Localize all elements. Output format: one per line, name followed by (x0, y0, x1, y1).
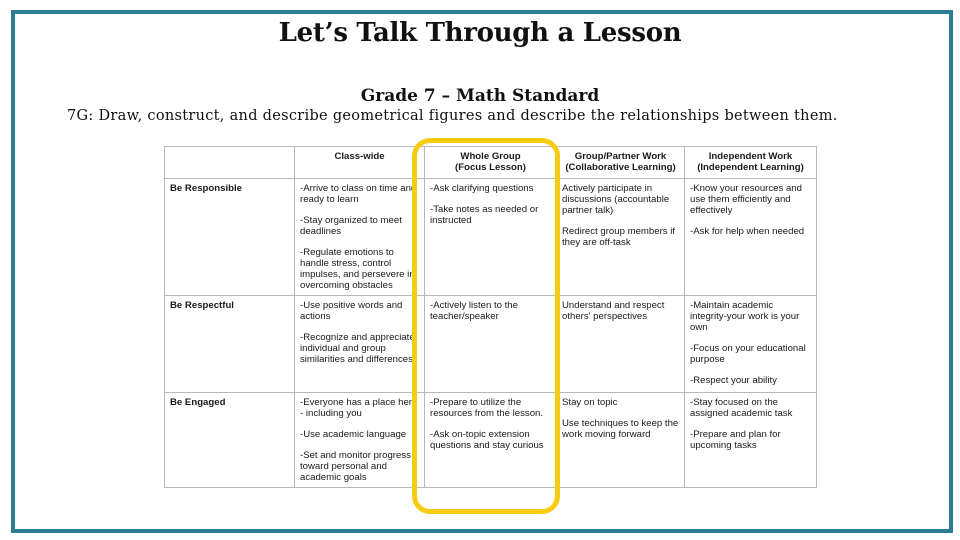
table-header-row (165, 147, 817, 179)
cell-item: -Respect your ability (690, 375, 777, 386)
cell-item: Understand and respect others' perspectives (562, 300, 665, 322)
item-gap (300, 322, 419, 332)
cell-item: Redirect group members if they are off-task (562, 226, 676, 248)
item-gap (562, 216, 679, 226)
expectations-table (164, 146, 817, 488)
cell-item: Stay on topic (562, 397, 618, 408)
table-cell (685, 179, 817, 296)
row-label: Be Respectful (165, 296, 295, 393)
table-cell (295, 393, 425, 488)
cell-item: -Know your resources and use them efficiently and effectively (690, 183, 802, 216)
table-cell (425, 393, 557, 488)
row-label: Be Responsible (165, 179, 295, 296)
table-cell (685, 393, 817, 488)
table-row (165, 296, 817, 393)
cell-item: -Prepare and plan for upcoming tasks (690, 429, 781, 451)
cell-item: -Focus on your educational purpose (690, 343, 806, 365)
row-label: Be Engaged (165, 393, 295, 488)
item-gap (430, 419, 551, 429)
cell-item: -Take notes as needed or instructed (430, 204, 539, 226)
cell-item: -Ask clarifying questions (430, 183, 534, 194)
item-gap (690, 365, 811, 375)
cell-item: Actively participate in discussions (accountable partner talk) (562, 183, 670, 216)
item-gap (300, 205, 419, 215)
item-gap (690, 216, 811, 226)
table-row (165, 393, 817, 488)
table-cell (425, 179, 557, 296)
header-cell-class-wide (295, 147, 425, 179)
cell-item: -Stay organized to meet deadlines (300, 215, 402, 237)
header-text: (Independent Learning) (697, 162, 804, 173)
header-text: Whole Group (460, 151, 521, 162)
table-cell (295, 179, 425, 296)
expectations-table-container (164, 146, 816, 496)
cell-item: -Maintain academic integrity-your work is your own (690, 300, 800, 333)
header-cell-independent (685, 147, 817, 179)
table-row (165, 179, 817, 296)
item-gap (300, 419, 419, 429)
cell-item: -Use positive words and actions (300, 300, 403, 322)
header-cell-corner (165, 147, 295, 179)
item-gap (562, 408, 679, 418)
table-cell (557, 296, 685, 393)
header-text: (Collaborative Learning) (565, 162, 676, 173)
header-text: (Focus Lesson) (455, 162, 526, 173)
header-cell-whole-group (425, 147, 557, 179)
item-gap (690, 333, 811, 343)
cell-item: -Use academic language (300, 429, 407, 440)
cell-item: -Prepare to utilize the resources from the lesson. (430, 397, 544, 419)
cell-item: -Everyone has a place here - including you (300, 397, 418, 419)
cell-item: -Ask for help when needed (690, 226, 805, 237)
item-gap (300, 440, 419, 450)
item-gap (430, 194, 551, 204)
header-text: Independent Work (708, 151, 793, 162)
cell-item: -Ask on-topic extension questions and stay curious (430, 429, 544, 451)
table-cell (557, 393, 685, 488)
item-gap (690, 419, 811, 429)
cell-item: Use techniques to keep the work moving forward (562, 418, 679, 440)
slide-title: Let’s Talk Through a Lesson (278, 18, 682, 48)
cell-item: -Recognize and appreciate individual and group similarities and differences (300, 332, 415, 365)
table-cell (425, 296, 557, 393)
cell-item: -Stay focused on the assigned academic task (690, 397, 793, 419)
table-cell (557, 179, 685, 296)
header-cell-group-partner (557, 147, 685, 179)
cell-item: -Regulate emotions to handle stress, control impulses, and persevere in overcoming obstacles (300, 247, 415, 291)
cell-item: -Actively listen to the teacher/speaker (430, 300, 518, 322)
header-text: Group/Partner Work (574, 151, 667, 162)
cell-item: -Arrive to class on time and ready to learn (300, 183, 417, 205)
header-text: Class-wide (334, 151, 385, 162)
item-gap (300, 237, 419, 247)
table-cell (295, 296, 425, 393)
table-cell (685, 296, 817, 393)
slide-subtitle: Grade 7 – Math Standard (360, 86, 600, 106)
math-standard-text: 7G: Draw, construct, and describe geometrical figures and describe the relationships between them. (67, 108, 838, 124)
cell-item: -Set and monitor progress toward personal and academic goals (300, 450, 411, 483)
